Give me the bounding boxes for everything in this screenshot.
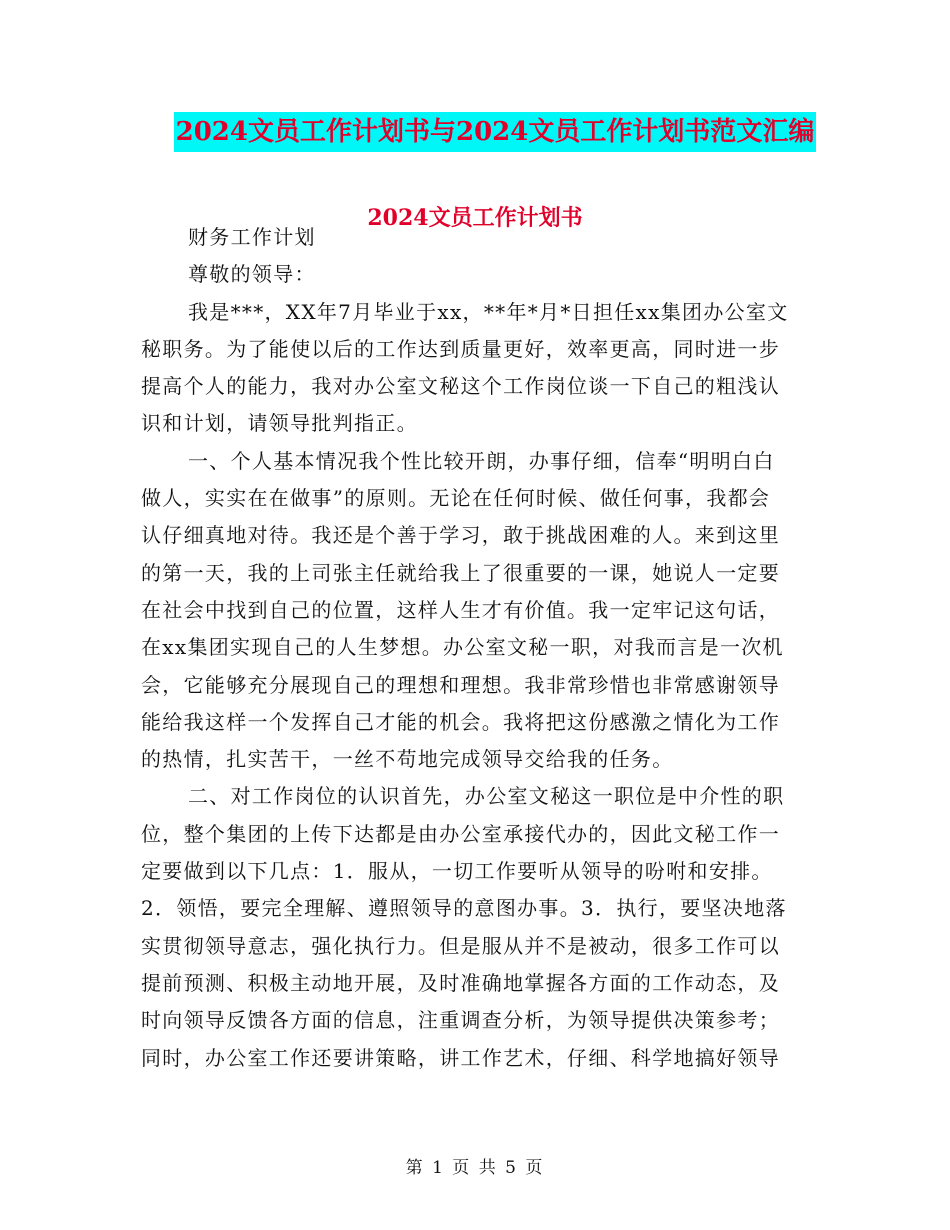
paragraph-line: 财务工作计划 <box>188 225 316 249</box>
paragraph-line: 尊敬的领导： <box>188 262 316 287</box>
page-number-footer: 第 1 页 共 5 页 <box>405 1158 545 1178</box>
title-container <box>0 112 950 152</box>
paragraph-line: 做人，实实在在做事”的原则。无论在任何时候、做任何事，我都会 <box>141 486 771 511</box>
paragraph-line: 识和计划，请领导批判指正。 <box>141 411 418 436</box>
paragraph-line: 我是***，XX年7月毕业于xx，**年*月*日担任xx集团办公室文 <box>188 299 789 324</box>
paragraph-line: 会，它能够充分展现自己的理想和理想。我非常珍惜也非常感谢领导 <box>141 672 780 697</box>
paragraph-line: 提高个人的能力，我对办公室文秘这个工作岗位谈一下自己的粗浅认 <box>141 374 780 399</box>
body-text <box>141 219 801 1077</box>
paragraph-line: 一、个人基本情况我个性比较开朗，办事仔细，信奉“明明白白 <box>188 448 775 473</box>
paragraph-line: 秘职务。为了能使以后的工作达到质量更好，效率更高，同时进一步 <box>141 336 780 361</box>
paragraph-line: 实贯彻领导意志，强化执行力。但是服从并不是被动，很多工作可以 <box>141 933 780 958</box>
section-title: 2024文员工作计划书 <box>367 205 583 231</box>
paragraph-line: 二、对工作岗位的认识首先，办公室文秘这一职位是中介性的职 <box>188 784 785 809</box>
paragraph-line: 在社会中找到自己的位置，这样人生才有价值。我一定牢记这句话， <box>141 597 780 622</box>
paragraph-line: 的第一天，我的上司张主任就给我上了很重要的一课，她说人一定要 <box>141 560 780 585</box>
paragraph-line: 提前预测、积极主动地开展，及时准确地掌握各方面的工作动态，及 <box>141 970 780 995</box>
paragraph-line: 的热情，扎实苦干，一丝不苟地完成领导交给我的任务。 <box>141 747 674 772</box>
paragraph-line: 能给我这样一个发挥自己才能的机会。我将把这份感激之情化为工作 <box>141 709 780 734</box>
document-title: 2024文员工作计划书与2024文员工作计划书范文汇编 <box>174 112 817 152</box>
paragraph-line: 认仔细真地对待。我还是个善于学习，敢于挑战困难的人。来到这里 <box>141 523 780 548</box>
paragraph-line: 定要做到以下几点：1．服从，一切工作要听从领导的吩咐和安排。 <box>141 859 773 884</box>
paragraph-line: 时向领导反馈各方面的信息，注重调查分析，为领导提供决策参考； <box>141 1008 780 1033</box>
paragraph-line: 2．领悟，要完全理解、遵照领导的意图办事。3．执行，要坚决地落 <box>141 896 787 921</box>
paragraph-line: 同时，办公室工作还要讲策略，讲工作艺术，仔细、科学地搞好领导 <box>141 1045 780 1070</box>
paragraph-line: 位，整个集团的上传下达都是由办公室承接代办的，因此文秘工作一 <box>141 821 780 846</box>
paragraph-line: 在xx集团实现自己的人生梦想。办公室文秘一职，对我而言是一次机 <box>141 635 784 660</box>
